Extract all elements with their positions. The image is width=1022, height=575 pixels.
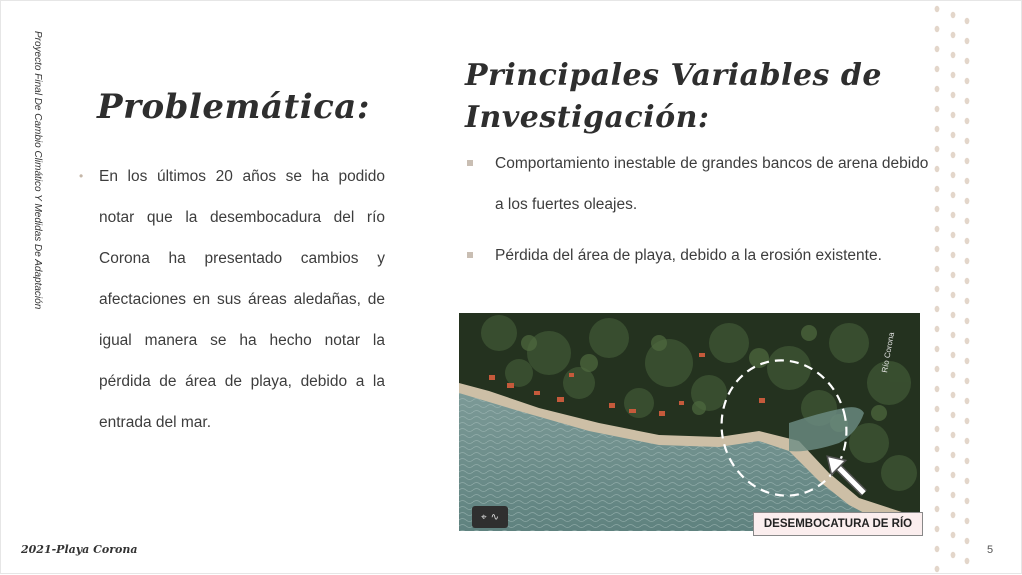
decorative-dot xyxy=(951,232,956,238)
bullet-square-icon xyxy=(467,252,473,258)
decorative-dot xyxy=(965,138,970,144)
decorative-dot xyxy=(935,226,940,232)
decorative-dot xyxy=(951,252,956,258)
problematica-title: Problemática: xyxy=(97,87,370,127)
decorative-dot xyxy=(965,78,970,84)
decorative-dot xyxy=(935,106,940,112)
decorative-dot xyxy=(965,378,970,384)
decorative-dot xyxy=(935,26,940,32)
decorative-dot xyxy=(965,498,970,504)
decorative-dot xyxy=(935,166,940,172)
decorative-dot xyxy=(935,6,940,12)
decorative-dot xyxy=(951,172,956,178)
decorative-dot xyxy=(951,352,956,358)
decorative-dot xyxy=(935,306,940,312)
river-label: Río Corona xyxy=(880,331,897,374)
decorative-dot xyxy=(935,206,940,212)
route-icon: ∿ xyxy=(490,511,500,523)
decorative-dot xyxy=(935,446,940,452)
decorative-dot xyxy=(935,486,940,492)
decorative-dot xyxy=(951,532,956,538)
decorative-dot xyxy=(935,86,940,92)
decorative-dot xyxy=(965,438,970,444)
decorative-dot xyxy=(935,506,940,512)
decorative-dot xyxy=(935,326,940,332)
decorative-dot xyxy=(951,132,956,138)
variables-title: Principales Variables de Investigación: xyxy=(465,58,882,135)
bullet-dot-icon: • xyxy=(79,169,84,183)
decorative-dot xyxy=(951,452,956,458)
decorative-dots xyxy=(926,1,986,575)
decorative-dot xyxy=(951,32,956,38)
decorative-dot xyxy=(965,58,970,64)
decorative-dot xyxy=(965,398,970,404)
problematica-paragraph: En los últimos 20 años se ha podido notar que la desembocadura del río Corona ha presentado cambios y afectaciones en sus áreas aledañas, de igual manera se ha hecho notar la pérdida de área de playa, debido a la entrada del mar. xyxy=(99,168,385,431)
decorative-dot xyxy=(951,12,956,18)
variables-list xyxy=(467,143,937,276)
decorative-dot xyxy=(951,192,956,198)
decorative-dot xyxy=(951,92,956,98)
decorative-dot xyxy=(935,406,940,412)
bullet-square-icon xyxy=(467,160,473,166)
decorative-dot xyxy=(965,318,970,324)
satellite-image xyxy=(459,313,920,531)
decorative-dot xyxy=(935,566,940,572)
decorative-dot xyxy=(935,526,940,532)
decorative-dot xyxy=(965,178,970,184)
decorative-dot xyxy=(935,186,940,192)
decorative-dot xyxy=(951,552,956,558)
decorative-dot xyxy=(951,212,956,218)
decorative-dot xyxy=(965,338,970,344)
decorative-dot xyxy=(951,492,956,498)
decorative-dot xyxy=(965,518,970,524)
decorative-dot xyxy=(965,278,970,284)
decorative-dot xyxy=(935,346,940,352)
decorative-dot xyxy=(951,372,956,378)
variables-item-text: Pérdida del área de playa, debido a la erosión existente. xyxy=(495,247,882,264)
decorative-dot xyxy=(935,466,940,472)
decorative-dot xyxy=(965,538,970,544)
decorative-dot xyxy=(935,146,940,152)
decorative-dot xyxy=(965,158,970,164)
decorative-dot xyxy=(951,512,956,518)
decorative-dot xyxy=(951,432,956,438)
decorative-dot xyxy=(951,412,956,418)
decorative-dot xyxy=(965,18,970,24)
page-number: 5 xyxy=(987,544,994,556)
decorative-dot xyxy=(965,478,970,484)
decorative-dot xyxy=(965,218,970,224)
decorative-dot xyxy=(965,238,970,244)
decorative-dot xyxy=(965,298,970,304)
photo-caption: DESEMBOCATURA DE RÍO xyxy=(753,512,923,536)
decorative-dot xyxy=(965,198,970,204)
map-controls-button[interactable] xyxy=(472,506,508,528)
variables-item xyxy=(467,143,937,225)
decorative-dot xyxy=(935,386,940,392)
decorative-dot xyxy=(965,258,970,264)
decorative-dot xyxy=(965,38,970,44)
decorative-dot xyxy=(951,152,956,158)
decorative-dot xyxy=(951,392,956,398)
variables-item-text: Comportamiento inestable de grandes bancos de arena debido a los fuertes oleajes. xyxy=(495,155,929,213)
decorative-dot xyxy=(951,332,956,338)
decorative-dot xyxy=(935,266,940,272)
decorative-dot xyxy=(951,312,956,318)
decorative-dot xyxy=(935,286,940,292)
footer-title: 2021-Playa Corona xyxy=(21,543,138,556)
decorative-dot xyxy=(935,426,940,432)
decorative-dot xyxy=(951,52,956,58)
decorative-dot xyxy=(965,118,970,124)
decorative-dot xyxy=(935,246,940,252)
decorative-dot xyxy=(951,112,956,118)
decorative-dot xyxy=(951,72,956,78)
project-side-label: Proyecto Final De Cambio Climático Y Medidas De Adaptación xyxy=(32,31,43,310)
decorative-dot xyxy=(935,366,940,372)
decorative-dot xyxy=(935,46,940,52)
decorative-dot xyxy=(935,126,940,132)
location-pin-icon: ⌖ xyxy=(480,511,487,523)
variables-item xyxy=(467,235,937,276)
decorative-dot xyxy=(965,98,970,104)
satellite-photo xyxy=(459,313,920,531)
decorative-dot xyxy=(935,546,940,552)
problematica-body xyxy=(75,156,385,443)
decorative-dot xyxy=(951,272,956,278)
decorative-dot xyxy=(951,472,956,478)
decorative-dot xyxy=(935,66,940,72)
decorative-dot xyxy=(965,558,970,564)
decorative-dot xyxy=(951,292,956,298)
decorative-dot xyxy=(965,458,970,464)
decorative-dot xyxy=(965,358,970,364)
decorative-dot xyxy=(965,418,970,424)
